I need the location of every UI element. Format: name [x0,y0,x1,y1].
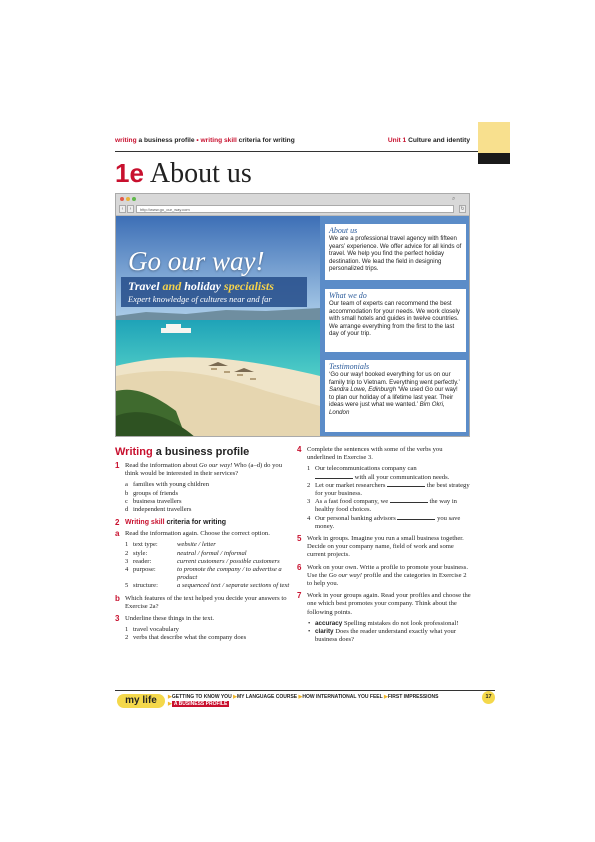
item-text: Our telecommunications company can [315,465,417,473]
list-item [115,490,290,498]
item-label: structure: [133,582,158,590]
footer-link[interactable]: MY LANGUAGE COURSE [236,694,298,700]
item-text: verbs that describe what the company does [133,634,247,642]
item-options: to promote the company / to advertise a product [177,566,282,582]
exercise-text: Which features of the text helped you decide your answers to Exercise 2a? [125,594,287,610]
list-item [115,541,290,549]
arrow-icon: ▶ [233,694,237,700]
item-text: families with young children [133,481,209,489]
item-key: 4 [125,566,129,574]
page-title [115,160,252,188]
footer-link[interactable]: GETTING TO KNOW YOU [171,694,232,700]
testimonials-body [329,371,462,417]
item-label: style: [133,549,148,557]
site-headline: Go our way! [128,246,265,276]
list-item [115,634,290,642]
point-label: clarity [315,628,334,636]
exercise-number: 7 [297,591,302,601]
skill-label: Writing skill [125,519,165,527]
unit-tab-black [478,153,510,164]
exercise-text: Who (a–d) do you think would be interested in their services? [125,462,283,478]
list-item [297,465,472,481]
exercise-text: Work in your groups again. Read your profiles and choose the one which best promotes your company. Think about the following points. [307,592,471,616]
item-options: current customers / possible customers [177,557,280,565]
footer-link[interactable]: FIRST IMPRESSIONS [387,694,439,700]
exercise-3 [115,615,290,623]
item-key: 4 [307,514,311,522]
point-label: accuracy [315,619,343,627]
item-text: independent travellers [133,506,192,514]
exercise-2b [115,595,290,611]
exercise-text: Work on your own. Write a profile to promote your business. Use the [307,563,468,579]
item-options: neutral / formal / informal [177,549,247,557]
list-item [297,498,472,514]
exercise-6 [297,564,472,589]
list-item [115,550,290,558]
footer-rule [115,690,495,691]
exercise-text: profile and the categories in Exercise 2 to help you. [307,571,467,588]
exercise-text: Complete the sentences with some of the verbs you underlined in Exercise 3. [307,446,443,462]
header-skill-label: writing skill [200,137,237,144]
item-key: 2 [125,634,129,642]
item-text: As a fast food company, we [315,498,389,506]
testimonial-1: ‘Go our way! booked everything for us on our family trip to Vietnam. Everything went perfectly.’ [329,371,460,386]
list-item [115,558,290,566]
what-we-do-body: Our team of experts can recommend the best accommodation for your needs. We work closely with small hotels and guides in twelve countries. We arrange everything from the first to the last day of your trip. [329,300,460,338]
exercise-number: 4 [297,445,302,454]
what-we-do-box [325,289,466,352]
exercise-2-heading [115,518,290,527]
lesson-title: About us [149,158,252,189]
list-item [115,481,290,489]
exercise-text: Underline these things in the text. [125,615,214,623]
item-text: Our personal banking advisors [315,514,396,522]
sub-travel: Travel [128,279,160,293]
item-text: travel vocabulary [133,626,179,634]
section-heading [115,446,290,459]
exercise-text-italic: Go our way! [328,571,362,579]
item-options: website / letter [177,541,216,549]
item-key: 2 [307,481,311,489]
exercise-number: 2 [115,518,120,528]
item-key: 1 [307,465,311,473]
testimonials-box [325,360,466,432]
footer-links [168,694,438,708]
beach-photo [116,216,320,437]
list-item [115,566,290,582]
close-dot-icon [120,197,124,201]
item-key: 3 [307,498,311,506]
sub-specialists: specialists [220,279,274,293]
browser-chrome [116,194,469,216]
about-us-title: About us [329,226,358,235]
point-text: Does the reader understand exactly what your business does? [315,628,457,644]
sub-holiday: holiday [184,279,221,293]
left-column [115,446,290,643]
answer-blank[interactable] [387,482,425,487]
exercise-text: Read the information again. Choose the correct option. [125,530,270,538]
item-key: a [125,481,128,489]
list-item [115,582,290,590]
item-key: 2 [125,549,129,557]
point-text: Spelling mistakes do not look professional! [342,619,459,627]
header-rule [115,151,510,152]
item-text: the best strategy for your business. [315,481,470,498]
answer-blank[interactable] [315,474,353,479]
item-text: you save money. [315,514,461,530]
answer-blank[interactable] [397,515,435,520]
item-key: c [125,497,128,505]
exercise-letter: b [115,593,120,603]
arrow-icon: ▶ [168,701,172,707]
testimonial-1-author: Sandra Lowe, Edinburgh [329,386,397,394]
exercise-text: Read the information about [125,462,199,469]
header-unit-topic: Culture and identity [408,137,470,144]
site-tagline: Expert knowledge of cultures near and far [128,294,272,304]
website-mockup [115,193,470,437]
header-writing-label: writing [115,137,137,144]
exercise-1 [115,462,290,478]
item-options: a sequenced text / separate sections of text [177,582,290,590]
footer-link-active[interactable]: A BUSINESS PROFILE [173,701,228,707]
about-us-body: We are a professional travel agency with fifteen years’ experience. We offer advice for all kinds of travel. We help you find the perfect holiday destination. We lead the field in designing personalized trips. [329,235,462,273]
what-we-do-title: What we do [329,291,367,300]
site-subheadline [128,279,274,294]
reload-icon: ↻ [460,206,465,212]
item-key: 1 [125,541,129,549]
exercise-5 [297,535,472,560]
arrow-icon: ▶ [383,694,388,700]
header-skill-topic: criteria for writing [238,137,295,144]
lesson-number: 1e [115,158,144,188]
item-key: 1 [125,626,129,634]
section-heading-rest: a business profile [155,446,250,458]
running-header [115,137,470,144]
list-item [115,626,290,634]
item-key: 5 [125,582,129,590]
maximize-dot-icon [132,197,136,201]
header-unit-number: Unit 1 [387,137,407,144]
exercise-letter: a [115,529,120,539]
item-text: business travellers [133,497,182,505]
list-item [297,515,472,531]
header-separator: • [196,137,199,144]
exercise-number: 1 [115,461,120,470]
list-item [297,620,472,628]
exercise-number: 3 [115,614,120,624]
minimize-dot-icon [126,197,130,201]
exercise-text-italic: Go our way! [198,462,233,469]
exercise-2a [115,530,290,538]
list-item [297,628,472,644]
header-unit [388,137,470,144]
back-icon: ‹ [119,205,126,213]
list-item [115,506,290,514]
exercise-text: Work in groups. Imagine you run a small business together. Decide on your company name, field of work and some current projects. [307,535,464,559]
item-key: b [125,489,129,497]
exercise-7 [297,592,472,617]
item-label: reader: [133,557,152,565]
list-item [115,498,290,506]
about-us-box [325,224,466,280]
item-key: 3 [125,557,129,565]
right-column [297,446,472,644]
item-key: d [125,506,129,514]
unit-tab-yellow [478,122,510,153]
header-writing-topic: a business profile [138,137,195,144]
item-label: purpose: [133,566,156,574]
search-icon: ⌕ [452,195,456,202]
testimonials-title: Testimonials [329,362,370,371]
testimonial-2: ‘We used Go our way! to plan our holiday of a lifetime last year. Their ideas were just what we wanted.’ [329,386,458,409]
arrow-icon: ▶ [298,694,303,700]
testimonial-2-author: Bim Okri, London [329,401,445,416]
sub-and: and [159,279,185,293]
forward-icon: › [127,205,134,213]
item-text: Let our market researchers [315,481,386,489]
item-text: with all your communication needs. [353,473,450,481]
arrow-icon: ▶ [168,694,172,700]
list-item [297,482,472,498]
page-number: 17 [482,691,495,704]
footer-link[interactable]: HOW INTERNATIONAL YOU FEEL [302,694,383,700]
exercise-4 [297,446,472,462]
item-text: groups of friends [133,489,179,497]
section-heading-red: Writing [115,446,153,458]
exercise-number: 5 [297,534,302,544]
my-life-badge: my life [117,694,165,708]
item-label: text type: [133,541,158,549]
exercise-number: 6 [297,562,302,572]
item-text: the way in healthy food choices. [315,498,457,514]
skill-topic: criteria for writing [166,519,227,527]
answer-blank[interactable] [390,498,428,503]
address-bar: http://www.go_our_way.com [136,205,454,213]
